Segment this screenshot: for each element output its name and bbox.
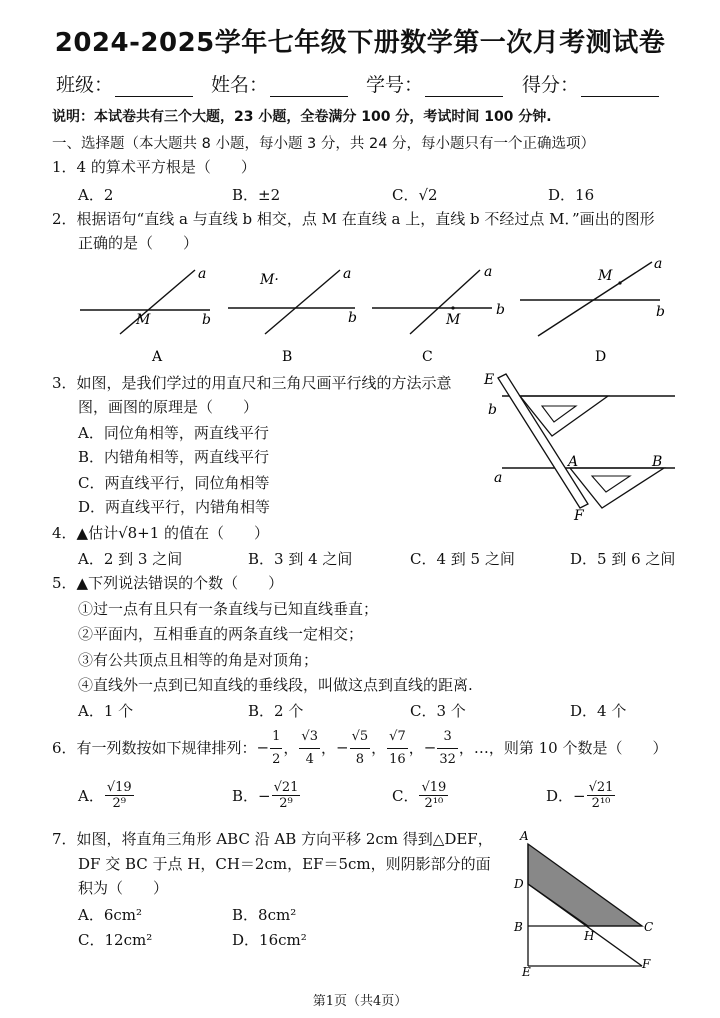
svg-text:a: a (654, 256, 663, 272)
svg-text:B: B (514, 920, 523, 934)
q1-option-d[interactable]: D．16 (548, 186, 595, 204)
svg-text:F: F (642, 957, 651, 971)
score-field[interactable]: 得分： (522, 70, 659, 97)
q1-option-c[interactable]: C．√2 (392, 186, 438, 204)
q5-statement-1: ①过一点有且只有一条直线与已知直线垂直； (78, 600, 379, 618)
svg-text:M: M (446, 312, 461, 328)
q7-figure (510, 828, 660, 978)
svg-text:a: a (494, 470, 503, 486)
q5-option-c[interactable]: C．3 个 (410, 702, 466, 720)
exam-note: 说明：本试卷共有三个大题，23 小题，全卷满分 100 分，考试时间 100 分钟. (52, 109, 552, 125)
q2-label-c: C (422, 349, 433, 365)
svg-text:a: a (198, 266, 207, 282)
svg-text:M: M (598, 268, 613, 284)
q3-stem-line1: 3．如图，是我们学过的用直尺和三角尺画平行线的方法示意 (52, 374, 452, 392)
q6-term-3: − $\frac{√5}{8}$ (336, 726, 371, 771)
q7-stem-line1: 7．如图，将直角三角形 ABC 沿 AB 方向平移 2cm 得到△DEF， (52, 830, 493, 848)
svg-text:b: b (656, 304, 665, 320)
q6-option-c[interactable]: C． $\frac{√19}{\text{2¹⁰}}$ (392, 780, 447, 811)
svg-text:H: H (584, 929, 595, 943)
q6-term-5: − $\frac{3}{32}$ (424, 726, 459, 771)
q5-statement-4: ④直线外一点到已知直线的垂线段，叫做这点到直线的距离. (78, 676, 473, 694)
svg-text:M: M (136, 312, 151, 328)
q2-figure-d (520, 256, 665, 336)
svg-text:b: b (488, 402, 497, 418)
q4-option-b[interactable]: B．3 到 4 之间 (248, 550, 353, 568)
q3-option-b[interactable]: B．内错角相等，两直线平行 (78, 448, 270, 466)
q2-figure-b (228, 266, 357, 334)
svg-text:b: b (496, 302, 505, 318)
q7-option-c[interactable]: C．12cm² (78, 931, 153, 949)
q2-stem-line1: 2．根据语句“直线 a 与直线 b 相交，点 M 在直线 a 上，直线 b 不经过点 M．”画出的图形 (52, 210, 655, 228)
svg-text:a: a (484, 264, 493, 280)
q2-figures (60, 256, 680, 366)
q4-option-c[interactable]: C．4 到 5 之间 (410, 550, 515, 568)
q6-option-d[interactable]: D． − $\frac{√21}{\text{2¹⁰}}$ (546, 780, 614, 811)
q7-stem-line3: 积为（ ） (78, 879, 169, 897)
q4-option-a[interactable]: A．2 到 3 之间 (78, 550, 183, 568)
q2-stem-line2: 正确的是（ ） (78, 234, 199, 252)
q2-figure-c (372, 264, 505, 334)
q6-option-a[interactable]: A． $\frac{√19}{\text{2⁹}}$ (78, 780, 132, 811)
q5-option-d[interactable]: D．4 个 (570, 702, 627, 720)
q1-stem: 1．4 的算术平方根是（ ） (52, 158, 256, 176)
q2-figure-a (80, 266, 211, 334)
svg-text:b: b (348, 310, 357, 326)
q4-option-d[interactable]: D．5 到 6 之间 (570, 550, 676, 568)
q2-label-d: D (595, 349, 607, 365)
q3-stem-line2: 图，画图的原理是（ ） (78, 398, 259, 416)
svg-text:E: E (522, 965, 531, 978)
svg-text:a: a (343, 266, 352, 282)
class-field[interactable]: 班级： (56, 70, 193, 97)
q6-stem: 6．有一列数按如下规律排列： − $\frac{1}{2}$ ， $\frac{√3}{4}$ ， − $\frac{√5}{8}$ ， $\frac{√7}{16}$ ， − $\frac{3}{32}$ ，…，则第 10 个数是（ ） (52, 728, 667, 768)
page-title: 2024-2025学年七年级下册数学第一次月考测试卷 (54, 28, 666, 58)
q6-term-2: $\frac{√3}{4}$ (298, 726, 321, 771)
name-field[interactable]: 姓名： (211, 70, 348, 97)
q5-statement-3: ③有公共顶点且相等的角是对顶角； (78, 651, 319, 669)
q6-term-4: $\frac{√7}{16}$ (386, 726, 409, 771)
q1-option-b[interactable]: B．±2 (232, 186, 281, 204)
svg-text:F: F (574, 508, 584, 522)
q4-stem: 4．▲估计√8+1 的值在（ ） (52, 524, 270, 542)
q3-figure (480, 370, 680, 522)
q1-option-a[interactable]: A．2 (78, 186, 114, 204)
q5-statement-2: ②平面内，互相垂直的两条直线一定相交； (78, 625, 364, 643)
q3-option-a[interactable]: A．同位角相等，两直线平行 (78, 424, 269, 442)
q5-option-b[interactable]: B．2 个 (248, 702, 304, 720)
q7-option-d[interactable]: D．16cm² (232, 931, 307, 949)
svg-text:E: E (484, 372, 495, 388)
page-footer: 第1页（共4页） (312, 994, 408, 1009)
svg-text:M·: M· (260, 272, 279, 288)
q6-term-1: − $\frac{1}{2}$ (257, 726, 284, 771)
svg-text:A: A (520, 829, 529, 843)
svg-text:A: A (568, 454, 579, 470)
q6-option-b[interactable]: B． − $\frac{√21}{\text{2⁹}}$ (232, 780, 299, 811)
q3-option-d[interactable]: D．两直线平行，内错角相等 (78, 498, 271, 516)
q2-label-a: A (152, 349, 163, 365)
student-id-field[interactable]: 学号： (366, 70, 503, 97)
svg-text:b: b (202, 312, 211, 328)
q5-option-a[interactable]: A．1 个 (78, 702, 134, 720)
q3-option-c[interactable]: C．两直线平行，同位角相等 (78, 474, 270, 492)
q7-option-a[interactable]: A．6cm² (78, 906, 143, 924)
q2-label-b: B (282, 349, 293, 365)
q7-stem-line2: DF 交 BC 于点 H，CH＝2cm，EF＝5cm，则阴影部分的面 (78, 855, 491, 873)
q7-option-b[interactable]: B．8cm² (232, 906, 297, 924)
svg-text:B: B (652, 454, 663, 470)
section-heading: 一、选择题（本大题共 8 小题，每小题 3 分，共 24 分，每小题只有一个正确选项） (52, 136, 596, 152)
q5-stem: 5．▲下列说法错误的个数（ ） (52, 574, 284, 592)
svg-text:D: D (514, 877, 524, 891)
svg-text:C: C (644, 920, 654, 934)
